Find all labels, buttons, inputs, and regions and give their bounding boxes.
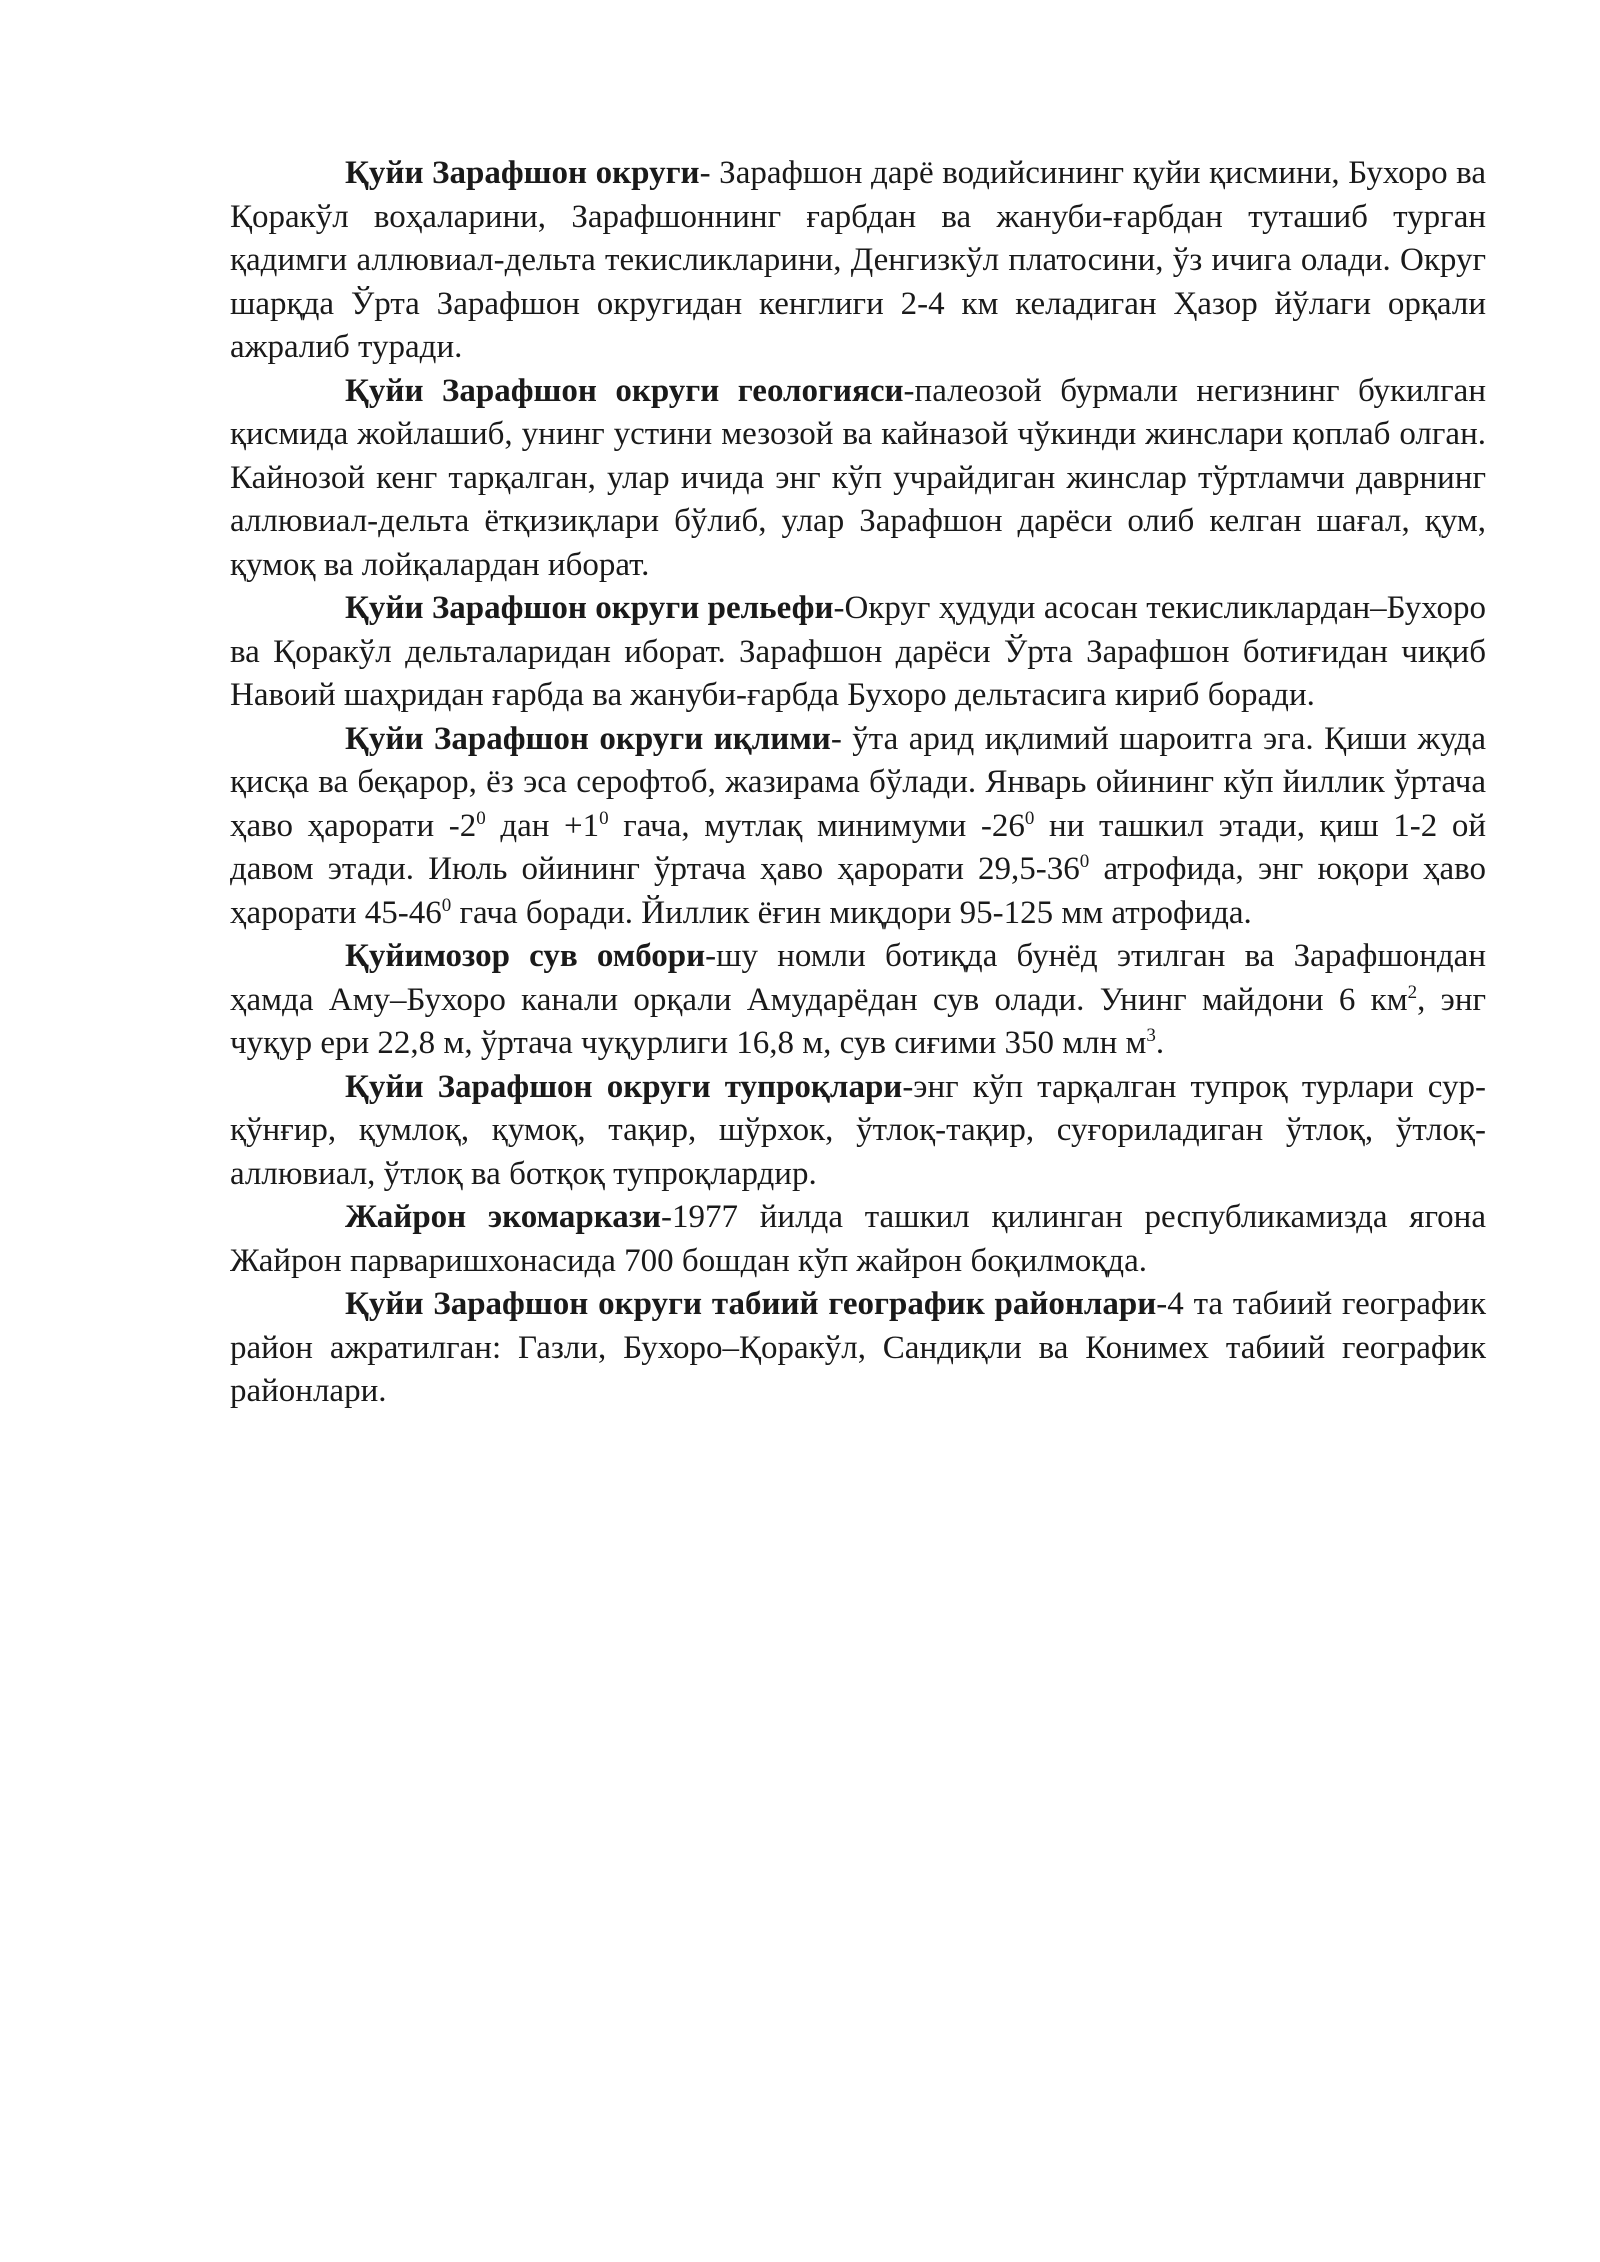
superscript: 0 (1024, 807, 1035, 829)
paragraph-text: ни ташкил этади, қиш 1-2 ой давом этади. Июль ойининг ўртача ҳаво ҳарорати 29,5-36 (230, 807, 1487, 887)
superscript: 3 (1146, 1025, 1156, 1046)
paragraph-okrug-overview (230, 152, 1486, 370)
paragraph-text: . (1155, 1025, 1165, 1061)
paragraph-text: -палеозой бурмали негизнинг букилган қисмида жойлашиб, унинг устини мезозой ва кайназой чўкинди жинслари қоплаб олган. Кайнозой кенг тарқалган, улар ичида энг кўп учрайдиган жинслар тўртламчи даврнинг аллювиал-дельта ётқизиқлари бўлиб, улар Зарафшон дарёси олиб келган шағал, қум, қумоқ ва лойқалардан иборат. (230, 372, 1486, 583)
superscript: 0 (441, 894, 452, 916)
paragraph-text: -шу номли ботиқда бунёд этилган ва Зарафшондан ҳамда Аму–Бухоро канали орқали Амударёдан сув олади. Унинг майдони 6 км (230, 938, 1486, 1018)
paragraph-soils (230, 1066, 1486, 1197)
paragraph-text: -4 та табиий географик район ажратилган: Газли, Бухоро–Қоракўл, Сандиқли ва Конимех табиий географик районлари. (230, 1286, 1486, 1409)
paragraph-heading: Қуйимозор сув омбори (345, 938, 706, 974)
paragraph-districts (230, 1283, 1486, 1414)
superscript: 2 (1407, 981, 1418, 1003)
paragraph-text: -Округ ҳудуди асосан текисликлардан–Бухоро ва Қоракўл дельталаридан иборат. Зарафшон дарёси Ўрта Зарафшон ботиғидан чиқиб Навоий шаҳридан ғарбда ва жануби-ғарбда Бухоро дельтасига кириб боради. (230, 590, 1486, 713)
paragraph-eco-center (230, 1196, 1486, 1283)
paragraph-text: , энг чуқур ери 22,8 м, ўртача чуқурлиги 16,8 м, сув сиғими 350 млн м (230, 981, 1487, 1061)
paragraph-text: -1977 йилда ташкил қилинган республикамизда ягона Жайрон парваришхонасида 700 бошдан кўп жайрон боқилмоқда. (230, 1199, 1486, 1279)
paragraph-heading: Қуйи Зарафшон округи рельефи (345, 590, 834, 626)
paragraph-heading: Қуйи Зарафшон округи геологияси (345, 372, 904, 409)
superscript: 0 (599, 807, 609, 829)
paragraph-text: -энг кўп тарқалган тупроқ турлари сур-қўнғир, қумлоқ, қумоқ, тақир, шўрхок, ўтлоқ-тақир, суғориладиган ўтлоқ, ўтлоқ-аллювиал, ўтлоқ ва ботқоқ тупроқлардир. (230, 1068, 1486, 1192)
paragraph-heading: Жайрон экомаркази (345, 1199, 662, 1235)
paragraph-heading: Қуйи Зарафшон округи табиий географик районлари (345, 1286, 1157, 1322)
document-page (230, 152, 1486, 1414)
paragraph-text: - Зарафшон дарё водийсининг қуйи қисмини, Бухоро ва Қоракўл воҳаларини, Зарафшоннинг ғарбдан ва жануби-ғарбдан туташиб турган қадимги аллювиал-дельта текисликларини, Денгизкўл платосини, ўз ичига олади. Округ шарқда Ўрта Зарафшон округидан кенглиги 2-4 км келадиган Ҳазор йўлаги орқали ажралиб туради. (230, 155, 1486, 365)
paragraph-heading: Қуйи Зарафшон округи иқлими (345, 720, 831, 757)
paragraph-text: дан +1 (485, 807, 600, 844)
paragraph-text: гача, мутлақ минимуми -26 (608, 807, 1025, 844)
paragraph-heading: Қуйи Зарафшон округи (345, 155, 700, 191)
paragraph-climate (230, 718, 1486, 936)
paragraph-text: - ўта арид иқлимий шароитга эга. Қиши жуда қисқа ва беқарор, ёз эса серофтоб, жазирама бўлади. Январь ойининг кўп йиллик ўртача ҳаво ҳарорати -2 (230, 720, 1486, 844)
superscript: 0 (1079, 851, 1090, 872)
paragraph-text: гача боради. Йиллик ёғин миқдори 95-125 мм атрофида. (451, 894, 1252, 931)
paragraph-relief (230, 587, 1486, 718)
paragraph-geology (230, 370, 1486, 588)
paragraph-text: атрофида, энг юқори ҳаво ҳарорати 45-46 (230, 851, 1486, 931)
superscript: 0 (476, 807, 486, 829)
paragraph-reservoir (230, 935, 1486, 1066)
paragraph-heading: Қуйи Зарафшон округи тупроқлари (345, 1068, 903, 1105)
